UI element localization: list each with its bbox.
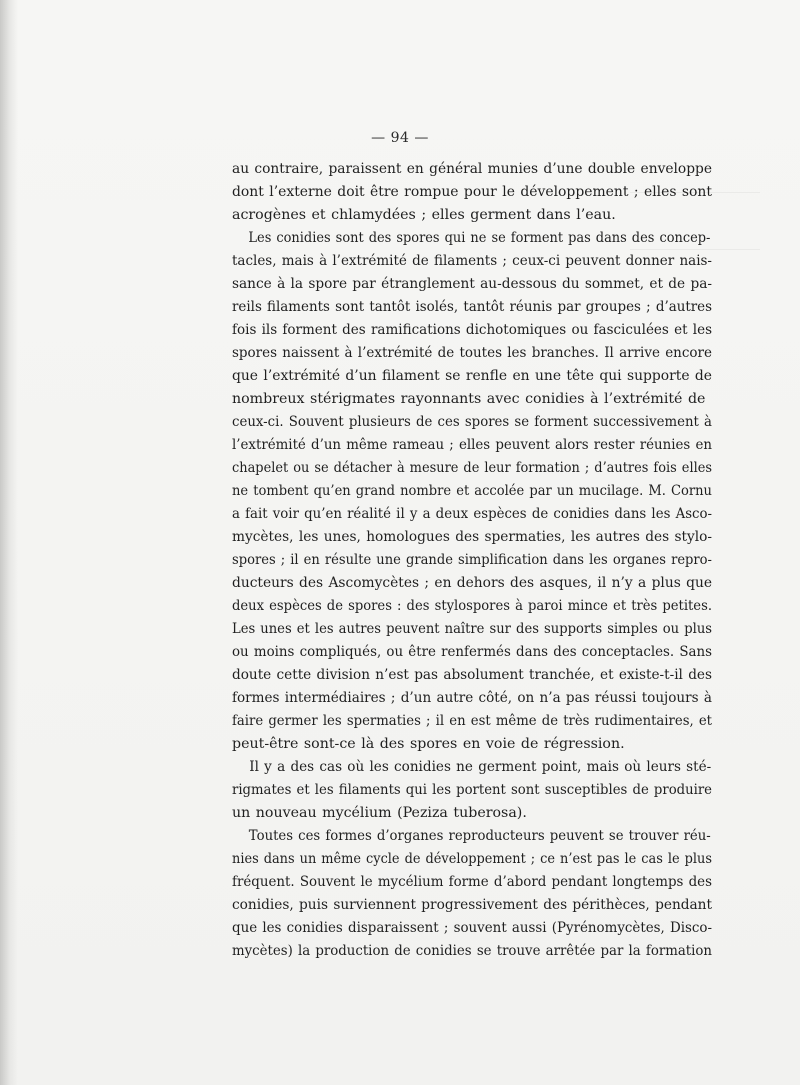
text-line: spores naissent à l’extrémité de toutes les branches. Il arrive encore	[232, 345, 712, 361]
text-line: mycètes, les unes, homologues des spermaties, les autres des stylo-	[232, 529, 713, 545]
body-text	[232, 158, 712, 963]
page-edge-shadow	[0, 0, 18, 1085]
text-line: acrogènes et chlamydées ; elles germent dans l’eau.	[232, 207, 616, 223]
text-line: Les unes et les autres peuvent naître sur des supports simples ou plus	[232, 621, 712, 637]
text-line: fréquent. Souvent le mycélium forme d’abord pendant longtemps des	[232, 874, 712, 890]
text-line: ne tombent qu’en grand nombre et accolée par un mucilage. M. Cornu	[232, 483, 712, 499]
text-line: au contraire, paraissent en général munies d’une double enveloppe	[232, 161, 712, 177]
page-number: — 94 —	[371, 130, 429, 146]
paragraph-start-line: Toutes ces formes d’organes reproducteurs peuvent se trouver réu-	[248, 828, 711, 844]
text-line: nies dans un même cycle de développement ; ce n’est pas le cas le plus	[232, 851, 712, 867]
text-line: que l’extrémité d’un filament se renfle en une tête qui supporte de	[232, 368, 712, 384]
text-line: ducteurs des Ascomycètes ; en dehors des asques, il n’y a plus que	[232, 575, 713, 591]
text-line: deux espèces de spores : des stylospores à paroi mince et très petites.	[232, 598, 713, 614]
text-line: conidies, puis surviennent progressivement des périthèces, pendant	[232, 897, 713, 913]
text-line: spores ; il en résulte une grande simplification dans les organes repro-	[232, 552, 712, 568]
text-line: fois ils forment des ramifications dichotomiques ou fasciculées et les	[232, 322, 712, 338]
text-line: l’extrémité d’un même rameau ; elles peuvent alors rester réunies en	[232, 437, 712, 453]
text-line: peut-être sont-ce là des spores en voie de régression.	[232, 736, 625, 752]
text-line: sance à la spore par étranglement au-dessous du sommet, et de pa-	[232, 276, 712, 292]
text-line: reils filaments sont tantôt isolés, tantôt réunis par groupes ; d’autres	[232, 299, 713, 315]
text-line: mycètes) la production de conidies se trouve arrêtée par la formation	[232, 943, 713, 959]
text-line: dont l’externe doit être rompue pour le développement ; elles sont	[232, 184, 712, 200]
text-line: un nouveau mycélium (Peziza tuberosa).	[232, 805, 527, 821]
text-line: a fait voir qu’en réalité il y a deux espèces de conidies dans les Asco-	[232, 506, 713, 522]
text-line: chapelet ou se détacher à mesure de leur formation ; d’autres fois elles	[232, 460, 713, 476]
paragraph-start-line: Il y a des cas où les conidies ne germent point, mais où leurs sté-	[249, 759, 712, 775]
text-line: ou moins compliqués, ou être renfermés dans des conceptacles. Sans	[232, 644, 713, 660]
text-line: nombreux stérigmates rayonnants avec conidies à l’extrémité de	[232, 391, 706, 407]
text-line: rigmates et les filaments qui les portent sont susceptibles de produire	[232, 782, 713, 798]
text-line: ceux-ci. Souvent plusieurs de ces spores se forment successivement à	[232, 414, 712, 430]
text-line: tacles, mais à l’extrémité de filaments ; ceux-ci peuvent donner nais-	[232, 253, 712, 269]
text-line: formes intermédiaires ; d’un autre côté, on n’a pas réussi toujours à	[232, 690, 712, 706]
text-line: que les conidies disparaissent ; souvent aussi (Pyrénomycètes, Disco-	[232, 920, 712, 936]
text-line: faire germer les spermaties ; il en est même de très rudimentaires, et	[232, 713, 713, 729]
text-line: doute cette division n’est pas absolument tranchée, et existe-t-il des	[232, 667, 712, 683]
paragraph-start-line: Les conidies sont des spores qui ne se forment pas dans des concep-	[248, 230, 711, 246]
